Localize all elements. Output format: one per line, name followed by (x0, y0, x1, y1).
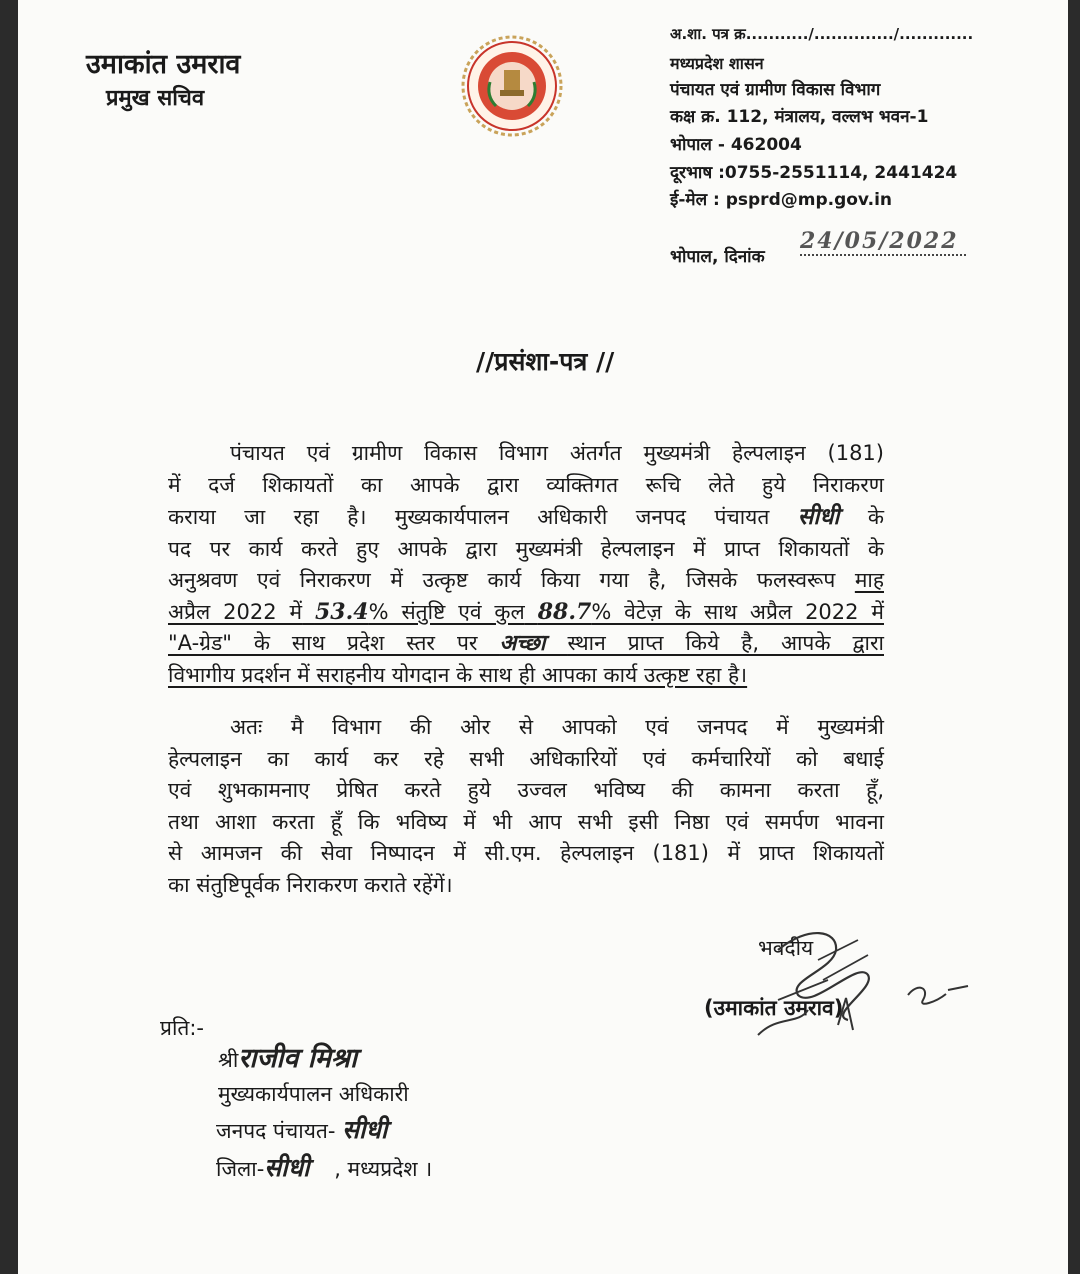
para1-line7-text: "A-ग्रेड" के साथ प्रदेश स्तर पर (168, 631, 478, 655)
para1-line1: पंचायत एवं ग्रामीण विकास विभाग अंतर्गत मुख्यमंत्री हेल्पलाइन (181) (230, 441, 884, 465)
recipient-prefix: श्री (218, 1048, 239, 1072)
para1-line5-month: माह (854, 568, 884, 592)
janpad-value-handwritten: सीधी (342, 1115, 388, 1144)
office-address: कक्ष क्र. 112, मंत्रालय, वल्लभ भवन-1 (670, 107, 929, 127)
recipient-janpad-line (216, 1112, 387, 1146)
para1-line7-end: स्थान प्राप्त किये है, आपके द्वारा (567, 631, 884, 655)
wishes-paragraph (168, 712, 884, 901)
para1-line6 (168, 597, 884, 629)
para1-line3-end: के (867, 505, 884, 529)
phone-numbers: दूरभाष :0755-2551114, 2441424 (670, 163, 958, 183)
para1-line4: पद पर कार्य करते हुए आपके द्वारा मुख्यमंत्री हेल्पलाइन में प्राप्त शिकायतों के (168, 536, 884, 561)
sender-designation: प्रमुख सचिव (106, 86, 205, 111)
recipient-designation: मुख्यकार्यपालन अधिकारी (218, 1082, 409, 1106)
letter-number-label: अ.शा. पत्र क्र. (670, 25, 752, 43)
signature-icon (718, 920, 978, 1050)
para1-line6-weightage: % वेटेज़ के साथ अप्रैल 2022 में (591, 599, 884, 624)
para1-line7 (168, 628, 884, 660)
para2-line3: एवं शुभकामनाए प्रेषित करते हुये उज्वल भविष्य की कामना करता हूँ, (168, 778, 884, 802)
para2-line6: का संतुष्टिपूर्वक निराकरण कराते रहेंगें। (168, 872, 453, 897)
para1-line5 (168, 565, 884, 597)
para1-line3-text: कराया जा रहा है। मुख्यकार्यपालन अधिकारी जनपद पंचायत (168, 505, 770, 529)
rank-handwritten: अच्छा (499, 630, 546, 656)
subject-heading: //प्रसंशा-पत्र // (476, 347, 615, 376)
to-label: प्रति:- (160, 1016, 205, 1040)
weightage-percent-handwritten: 88.7 (537, 598, 592, 625)
para1-line8: विभागीय प्रदर्शन में सराहनीय योगदान के साथ ही आपका कार्य उत्कृष्ट रहा है। (168, 662, 748, 687)
para1-line6-satisfaction: % संतुष्टि एवं कुल (368, 599, 525, 624)
city-pincode: भोपाल - 462004 (670, 135, 802, 155)
government-name: मध्यप्रदेश शासन (670, 54, 764, 73)
appreciation-paragraph (168, 438, 884, 691)
state-name: , मध्यप्रदेश । (334, 1157, 433, 1181)
email-address: ई-मेल : psprd@mp.gov.in (670, 190, 893, 210)
recipient-district-line (216, 1150, 432, 1184)
mp-government-emblem-icon (458, 34, 566, 138)
para2-line5: से आमजन की सेवा निष्पादन में सी.एम. हेल्पलाइन (181) में प्राप्त शिकायतों (168, 841, 884, 865)
para1-line3 (168, 501, 884, 534)
letter-number-value: ........../............../............. (751, 25, 974, 43)
date-label: भोपाल, दिनांक (670, 247, 765, 267)
recipient-name-handwritten: राजीव मिश्रा (238, 1043, 358, 1074)
para1-line5-text: अनुश्रवण एवं निराकरण में उत्कृष्ट कार्य किया गया है, जिसके फलस्वरूप (168, 568, 836, 592)
para2-line1: अतः मै विभाग की ओर से आपको एवं जनपद में मुख्यमंत्री (230, 715, 884, 739)
department-name: पंचायत एवं ग्रामीण विकास विभाग (670, 80, 881, 100)
para2-line4: तथा आशा करता हूँ कि भविष्य में भी आप सभी इसी निष्ठा एवं समर्पण भावना (168, 809, 884, 834)
recipient-name-line (218, 1038, 357, 1075)
letter-page (18, 0, 1068, 1274)
district-value-handwritten: सीधी (264, 1153, 310, 1182)
janpad-name-handwritten: सीधी (797, 503, 840, 530)
para2-line2: हेल्पलाइन का कार्य कर रहे सभी अधिकारियों एवं कर्मचारियों को बधाई (168, 746, 884, 771)
para1-line6-text: अप्रैल 2022 में (168, 599, 303, 624)
district-label: जिला- (216, 1157, 265, 1181)
satisfaction-percent-handwritten: 53.4 (314, 598, 369, 625)
sender-name: उमाकांत उमराव (86, 49, 241, 80)
janpad-label: जनपद पंचायत- (216, 1119, 336, 1143)
para1-line2: में दर्ज शिकायतों का आपके द्वारा व्यक्तिगत रूचि लेते हुये निराकरण (168, 472, 884, 497)
closing-name: (उमाकांत उमराव) (704, 996, 844, 1020)
closing-regards: भवदीय (758, 936, 814, 960)
date-value: 24/05/2022 (800, 228, 966, 256)
